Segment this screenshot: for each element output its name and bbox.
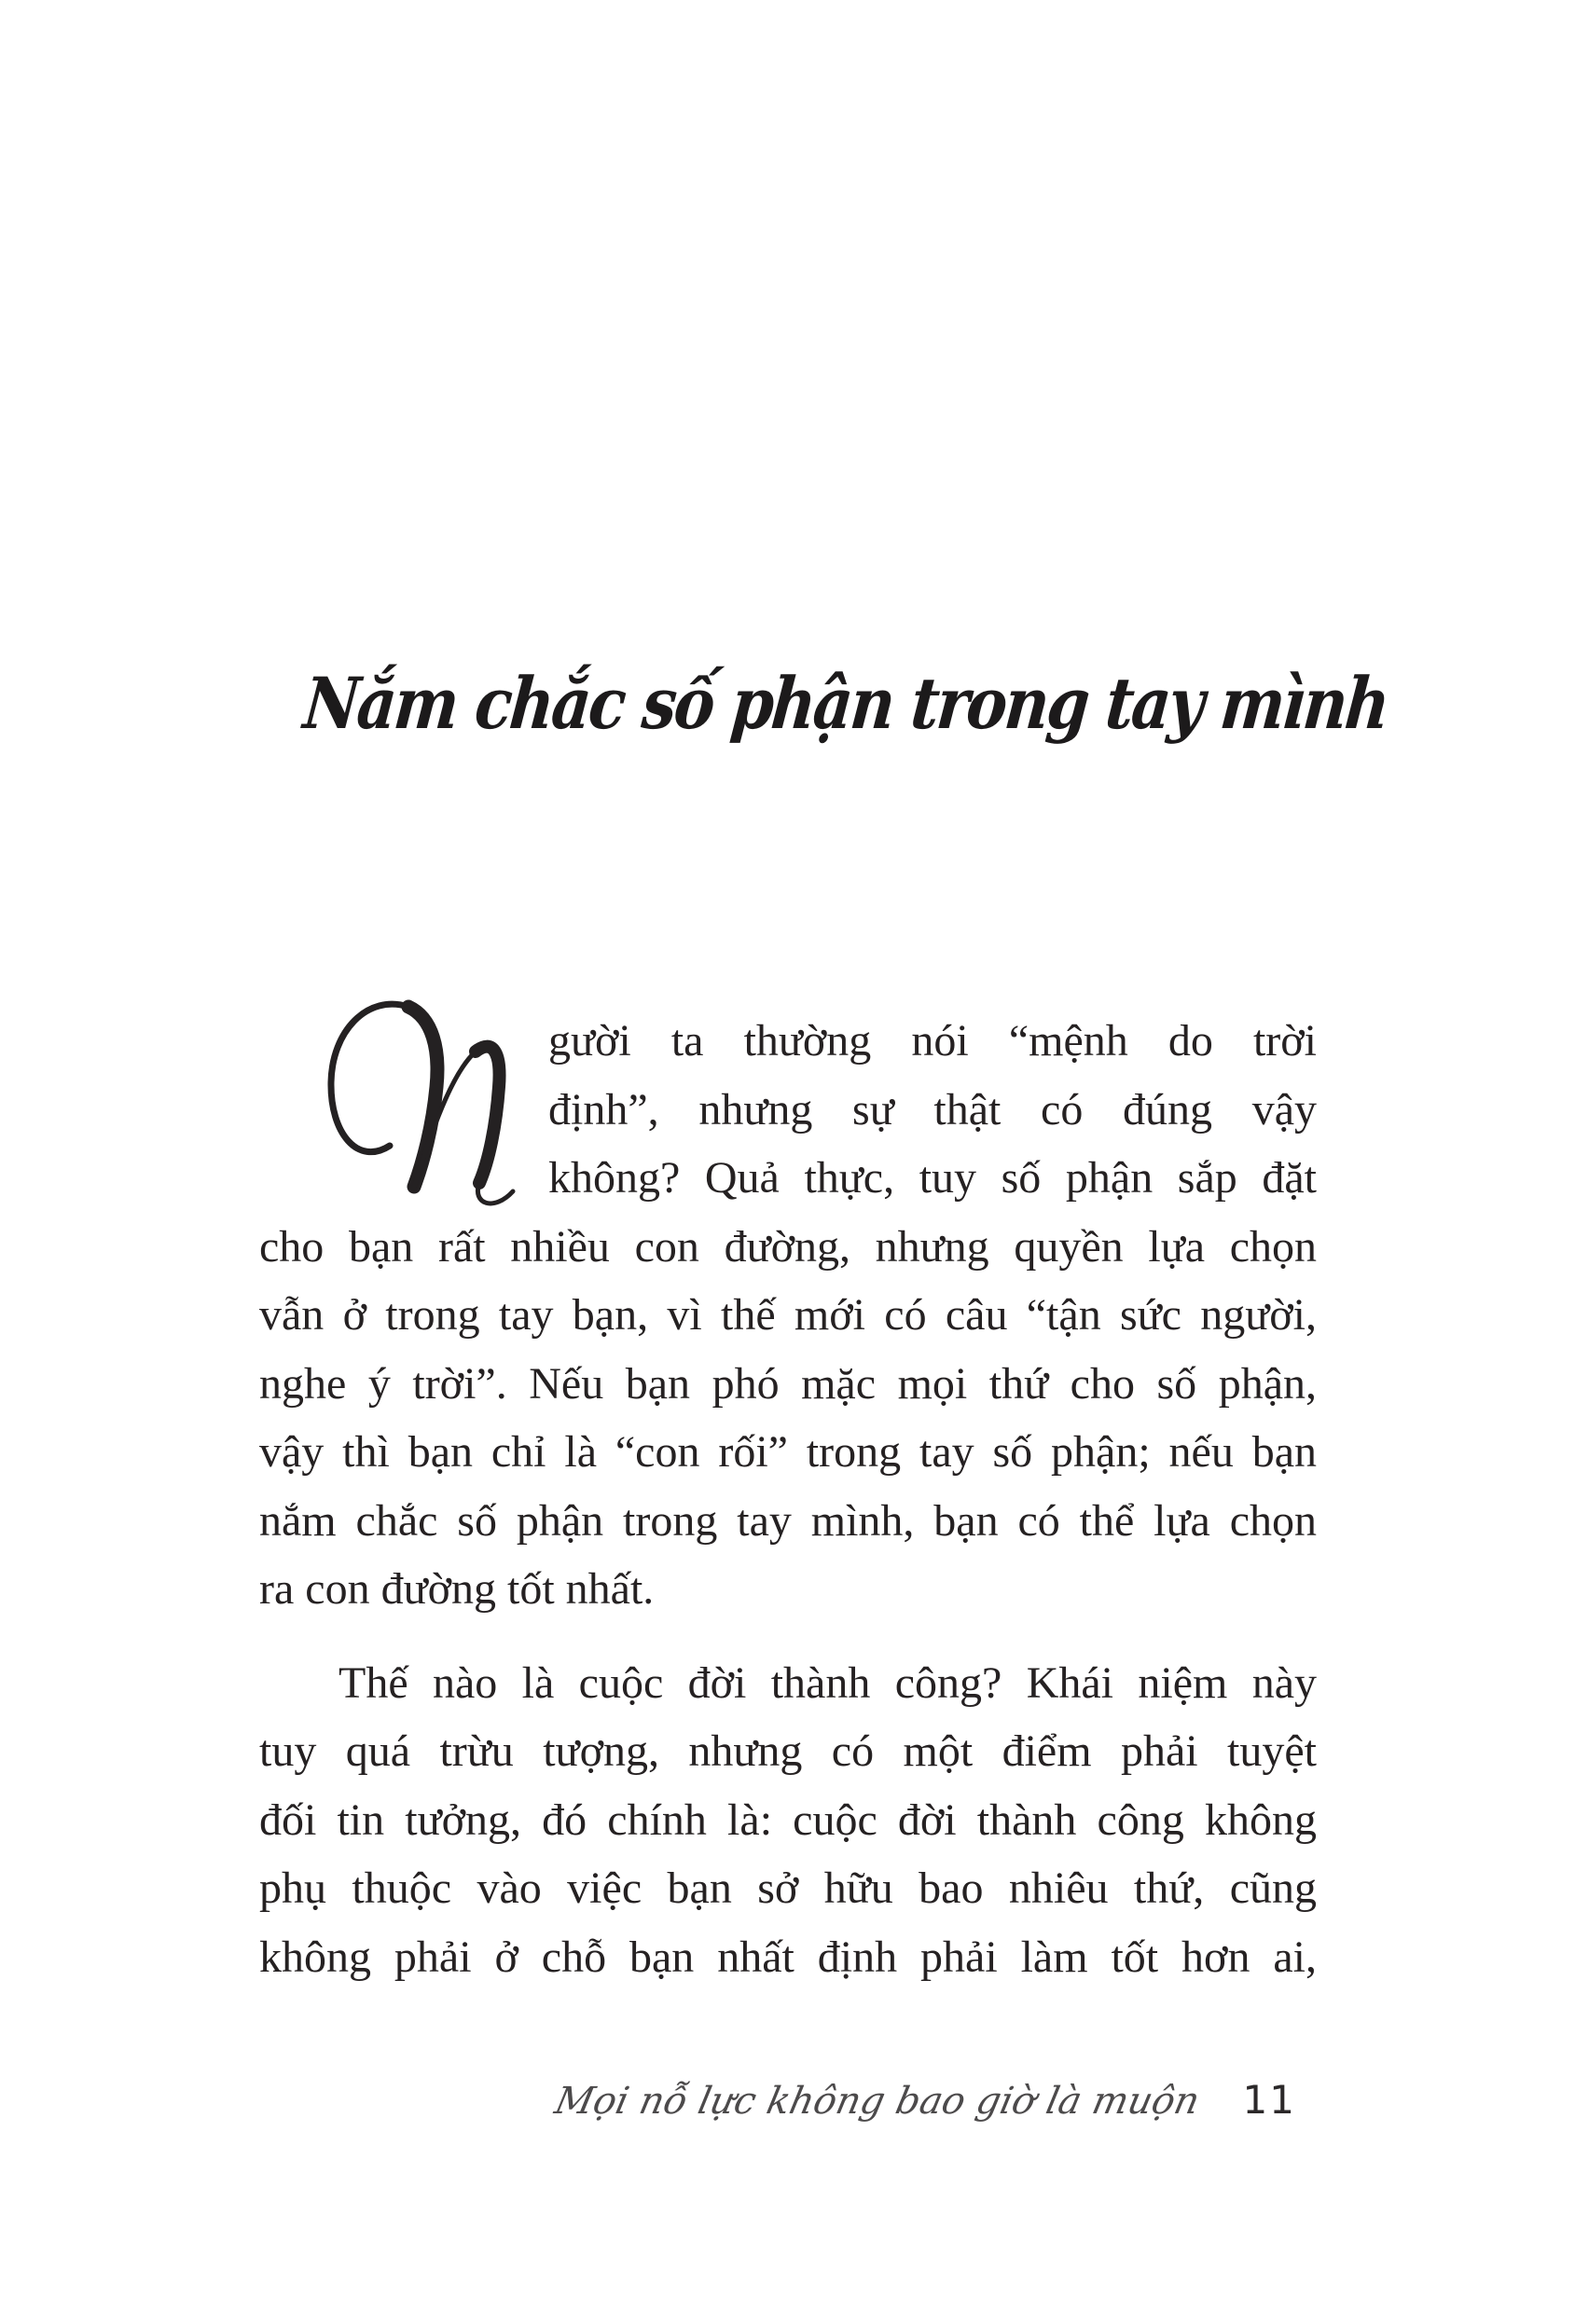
text-line: gười ta thường nói “mệnh do trời: [548, 1016, 1317, 1066]
text-line: không phải ở chỗ bạn nhất định phải làm tốt hơn ai,: [259, 1932, 1317, 1982]
text-line: nắm chắc số phận trong tay mình, bạn có thể lựa chọn: [259, 1495, 1317, 1546]
text-line: Thế nào là cuộc đời thành công? Khái niệm này: [338, 1657, 1317, 1708]
script-n-glyph: [319, 994, 533, 1217]
chapter-title: Nắm chắc số phận trong tay mình: [300, 661, 1391, 745]
text-line: cho bạn rất nhiều con đường, nhưng quyền lựa chọn: [259, 1221, 1317, 1272]
page-number: 11: [1242, 2077, 1296, 2123]
paragraph-2: [259, 1649, 1317, 1992]
text-line: ra con đường tốt nhất.: [259, 1564, 655, 1614]
footer-motto: Mọi nỗ lực không bao giờ là muộn: [550, 2080, 1204, 2123]
drop-cap: [259, 1007, 548, 1210]
text-line: không? Quả thực, tuy số phận sắp đặt: [548, 1153, 1317, 1203]
text-line: đối tin tưởng, đó chính là: cuộc đời thành công không: [259, 1795, 1317, 1845]
body-text: [259, 1007, 1317, 1991]
paragraph-1: [259, 1007, 1317, 1624]
text-line: nghe ý trời”. Nếu bạn phó mặc mọi thứ cho số phận,: [259, 1358, 1317, 1409]
page-footer: [551, 2077, 1296, 2123]
text-line: định”, nhưng sự thật có đúng vậy: [548, 1084, 1317, 1134]
text-line: tuy quá trừu tượng, nhưng có một điểm phải tuyệt: [259, 1726, 1317, 1776]
drop-cap-letter: [259, 1007, 260, 1008]
text-line: phụ thuộc vào việc bạn sở hữu bao nhiêu thứ, cũng: [259, 1863, 1317, 1913]
text-line: vẫn ở trong tay bạn, vì thế mới có câu “tận sức người,: [259, 1290, 1317, 1340]
text-line: vậy thì bạn chỉ là “con rối” trong tay số phận; nếu bạn: [259, 1427, 1317, 1477]
